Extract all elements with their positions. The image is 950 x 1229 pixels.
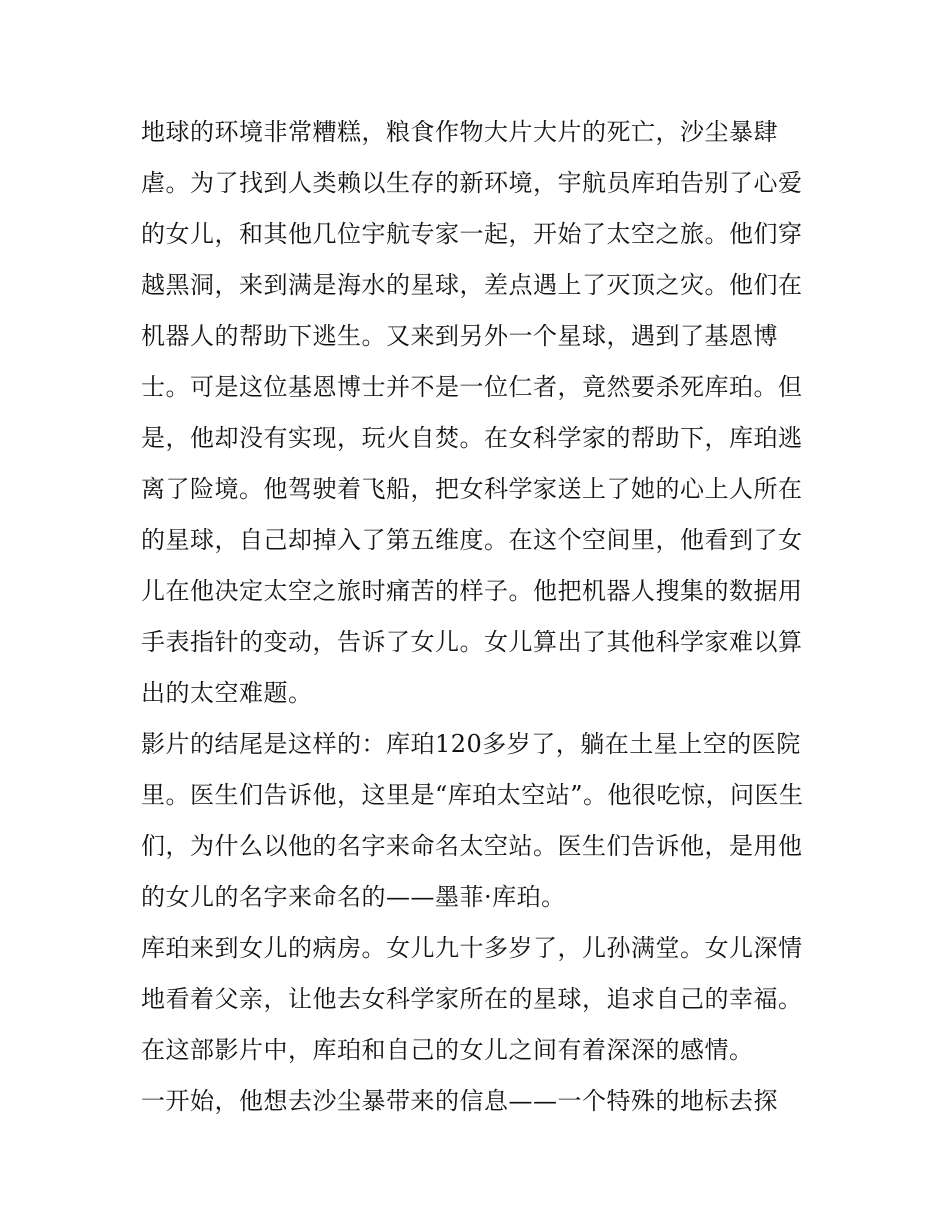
text-line: 里。医生们告诉他，这里是“库珀太空站”。他很吃惊，问医生 [141, 781, 804, 809]
text-line: 库珀来到女儿的病房。女儿九十多岁了，儿孙满堂。女儿深情 [141, 934, 803, 962]
text-line: 手表指针的变动，告诉了女儿。女儿算出了其他科学家难以算 [141, 628, 803, 656]
text-line: 影片的结尾是这样的：库珀120多岁了，躺在土星上空的医院 [141, 730, 801, 758]
text-line: 的女儿的名字来命名的——墨菲·库珀。 [141, 883, 566, 911]
text-line: 的星球，自己却掉入了第五维度。在这个空间里，他看到了女 [141, 526, 803, 554]
text-line: 离了险境。他驾驶着飞船，把女科学家送上了她的心上人所在 [141, 475, 803, 503]
text-line: 的女儿，和其他几位宇航专家一起，开始了太空之旅。他们穿 [141, 220, 803, 248]
text-line: 在这部影片中，库珀和自己的女儿之间有着深深的感情。 [141, 1036, 754, 1064]
text-line: 出的太空难题。 [141, 679, 313, 707]
text-line: 士。可是这位基恩博士并不是一位仁者，竟然要杀死库珀。但 [141, 373, 803, 401]
text-line: 儿在他决定太空之旅时痛苦的样子。他把机器人搜集的数据用 [141, 577, 803, 605]
text-line: 们，为什么以他的名字来命名太空站。医生们告诉他，是用他 [141, 832, 803, 860]
text-line: 地球的环境非常糟糕，粮食作物大片大片的死亡，沙尘暴肆 [141, 118, 778, 146]
text-line: 机器人的帮助下逃生。又来到另外一个星球，遇到了基恩博 [141, 322, 778, 350]
document-body [141, 107, 815, 1127]
text-line: 虐。为了找到人类赖以生存的新环境，宇航员库珀告别了心爱 [141, 169, 803, 197]
text-line: 是，他却没有实现，玩火自焚。在女科学家的帮助下，库珀逃 [141, 424, 803, 452]
text-line: 地看着父亲，让他去女科学家所在的星球，追求自己的幸福。 [141, 985, 803, 1013]
text-line: 越黑洞，来到满是海水的星球，差点遇上了灭顶之灾。他们在 [141, 271, 803, 299]
text-line: 一开始，他想去沙尘暴带来的信息——一个特殊的地标去探 [141, 1087, 778, 1115]
